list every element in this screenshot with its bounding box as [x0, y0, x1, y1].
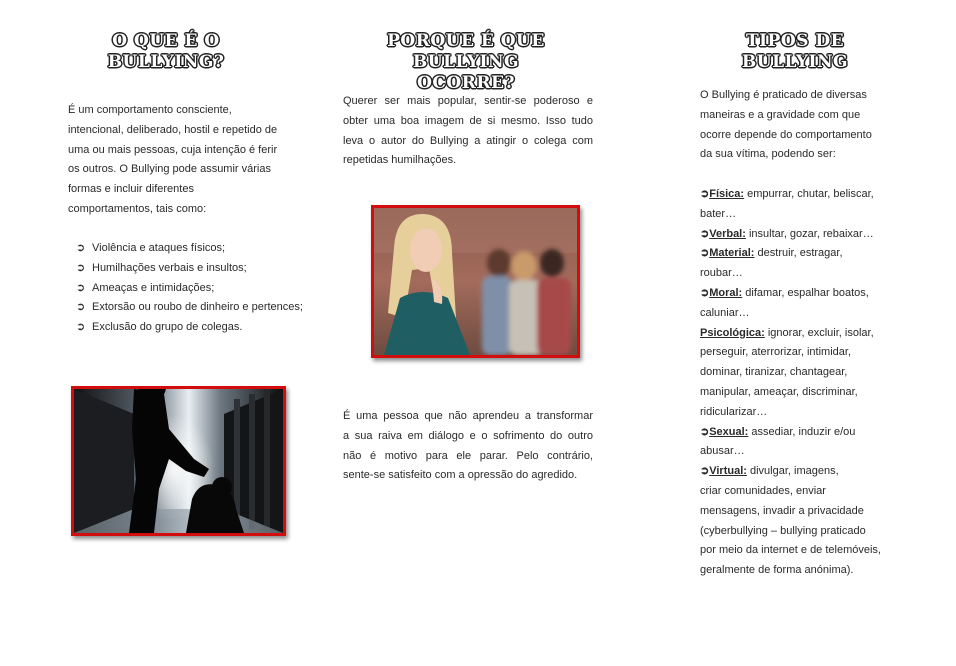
type-item: [700, 423, 900, 443]
type-description: dominar, tiranizar, chantagear,: [700, 366, 848, 379]
type-item-continuation: [700, 383, 900, 403]
type-item-continuation: [700, 502, 900, 522]
type-description: assediar, induzir e/ou: [748, 425, 856, 438]
type-label: Psicológica:: [700, 326, 765, 339]
type-description: perseguir, aterrorizar, intimidar,: [700, 346, 852, 359]
type-description: ridicularizar…: [700, 405, 768, 418]
excluded-girl-photo: [371, 205, 580, 358]
type-item-continuation: [700, 442, 900, 462]
arrow-bullet-icon: ➲: [76, 301, 86, 314]
type-item: [700, 462, 900, 482]
arrow-bullet-icon: ➲: [700, 465, 710, 478]
type-description: ignorar, excluir, isolar,: [764, 326, 874, 339]
type-description: criar comunidades, enviar: [700, 484, 826, 497]
type-item-continuation: [700, 343, 900, 363]
arrow-bullet-icon: ➲: [700, 247, 710, 260]
type-item-continuation: [700, 482, 900, 502]
arrow-bullet-icon: ➲: [76, 321, 86, 334]
paragraph-why-bullying: Querer ser mais popular, sentir-se poderoso e obter uma boa imagem de si mesmo. Isso tudo leva o autor do Bullying a atingir o colega com repetidas humilhações.: [343, 95, 593, 167]
type-item: [700, 324, 900, 344]
hallway-photo-graphic: [74, 389, 283, 533]
arrow-bullet-icon: ➲: [76, 261, 86, 274]
type-description: roubar…: [700, 267, 743, 280]
type-item-continuation: [700, 363, 900, 383]
list-item: ➲ Ameaças e intimidações;: [68, 279, 328, 299]
type-description: insultar, gozar, rebaixar…: [745, 227, 874, 240]
arrow-bullet-icon: ➲: [700, 286, 710, 299]
type-description: destruir, estragar,: [754, 247, 843, 260]
list-item: ➲ Extorsão ou roubo de dinheiro e pertences;: [68, 298, 328, 318]
arrow-bullet-icon: ➲: [700, 425, 710, 438]
arrow-bullet-icon: ➲: [700, 227, 710, 240]
type-description: empurrar, chutar, beliscar,: [744, 188, 874, 200]
type-label: Física:: [709, 188, 745, 200]
type-label: Sexual:: [709, 425, 749, 438]
type-item: [700, 225, 900, 245]
bullying-types-list: [700, 185, 900, 581]
type-description: (cyberbullying – bullying praticado: [700, 524, 866, 537]
excluded-girl-graphic: [374, 208, 577, 355]
type-description: por meio da internet e de telemóveis,: [700, 544, 881, 557]
type-item-continuation: [700, 304, 900, 324]
list-item: ➲ Humilhações verbais e insultos;: [68, 259, 328, 279]
type-description: caluniar…: [700, 306, 750, 319]
type-description: bater…: [700, 207, 737, 220]
hallway-bullying-photo: [71, 386, 286, 536]
type-item: [700, 244, 900, 264]
type-description: abusar…: [700, 445, 745, 458]
title-bullying-types: TIPOS DE BULLYING: [741, 31, 849, 72]
type-label: Moral:: [709, 286, 743, 299]
type-item-continuation: [700, 522, 900, 542]
list-item: ➲ Exclusão do grupo de colegas.: [68, 318, 328, 338]
title-what-is-bullying: O QUE É O BULLYING?: [107, 31, 225, 72]
type-description: difamar, espalhar boatos,: [742, 286, 869, 299]
title-why-bullying: PORQUE É QUE BULLYING OCORRE?: [387, 31, 545, 93]
type-description: mensagens, invadir a privacidade: [700, 504, 864, 517]
type-description: divulgar, imagens,: [746, 465, 839, 478]
type-item-continuation: [700, 561, 900, 581]
type-label: Virtual:: [709, 465, 747, 478]
type-item-continuation: [700, 205, 900, 225]
type-label: Verbal:: [709, 227, 746, 240]
type-label: Material:: [709, 247, 755, 260]
intro-what-is-bullying: É um comportamento consciente, intencional, deliberado, hostil e repetido de uma ou mais pessoas, cuja intenção é ferir os outros. O Bullying pode assumir várias formas e incluir diferentes comportamentos, tais como:: [68, 104, 278, 215]
type-item-continuation: [700, 403, 900, 423]
type-item-continuation: [700, 541, 900, 561]
type-item-continuation: [700, 264, 900, 284]
list-item: ➲ Violência e ataques físicos;: [68, 239, 328, 259]
arrow-bullet-icon: ➲: [76, 242, 86, 254]
type-item: [700, 185, 900, 205]
paragraph-bully-profile: É uma pessoa que não aprendeu a transformar a sua raiva em diálogo e o sofrimento do outro não é motivo para ele parar. Pelo contrário, sente-se satisfeito com a opressão do agredido.: [343, 410, 593, 482]
type-description: manipular, ameaçar, discriminar,: [700, 385, 858, 398]
type-item: [700, 284, 900, 304]
type-description: geralmente de forma anónima).: [700, 564, 854, 577]
intro-bullying-types: O Bullying é praticado de diversas maneiras e a gravidade com que ocorre depende do comportamento da sua vítima, podendo ser:: [700, 89, 872, 161]
behaviour-list: [68, 239, 328, 338]
arrow-bullet-icon: ➲: [76, 281, 86, 294]
arrow-bullet-icon: ➲: [700, 188, 710, 200]
